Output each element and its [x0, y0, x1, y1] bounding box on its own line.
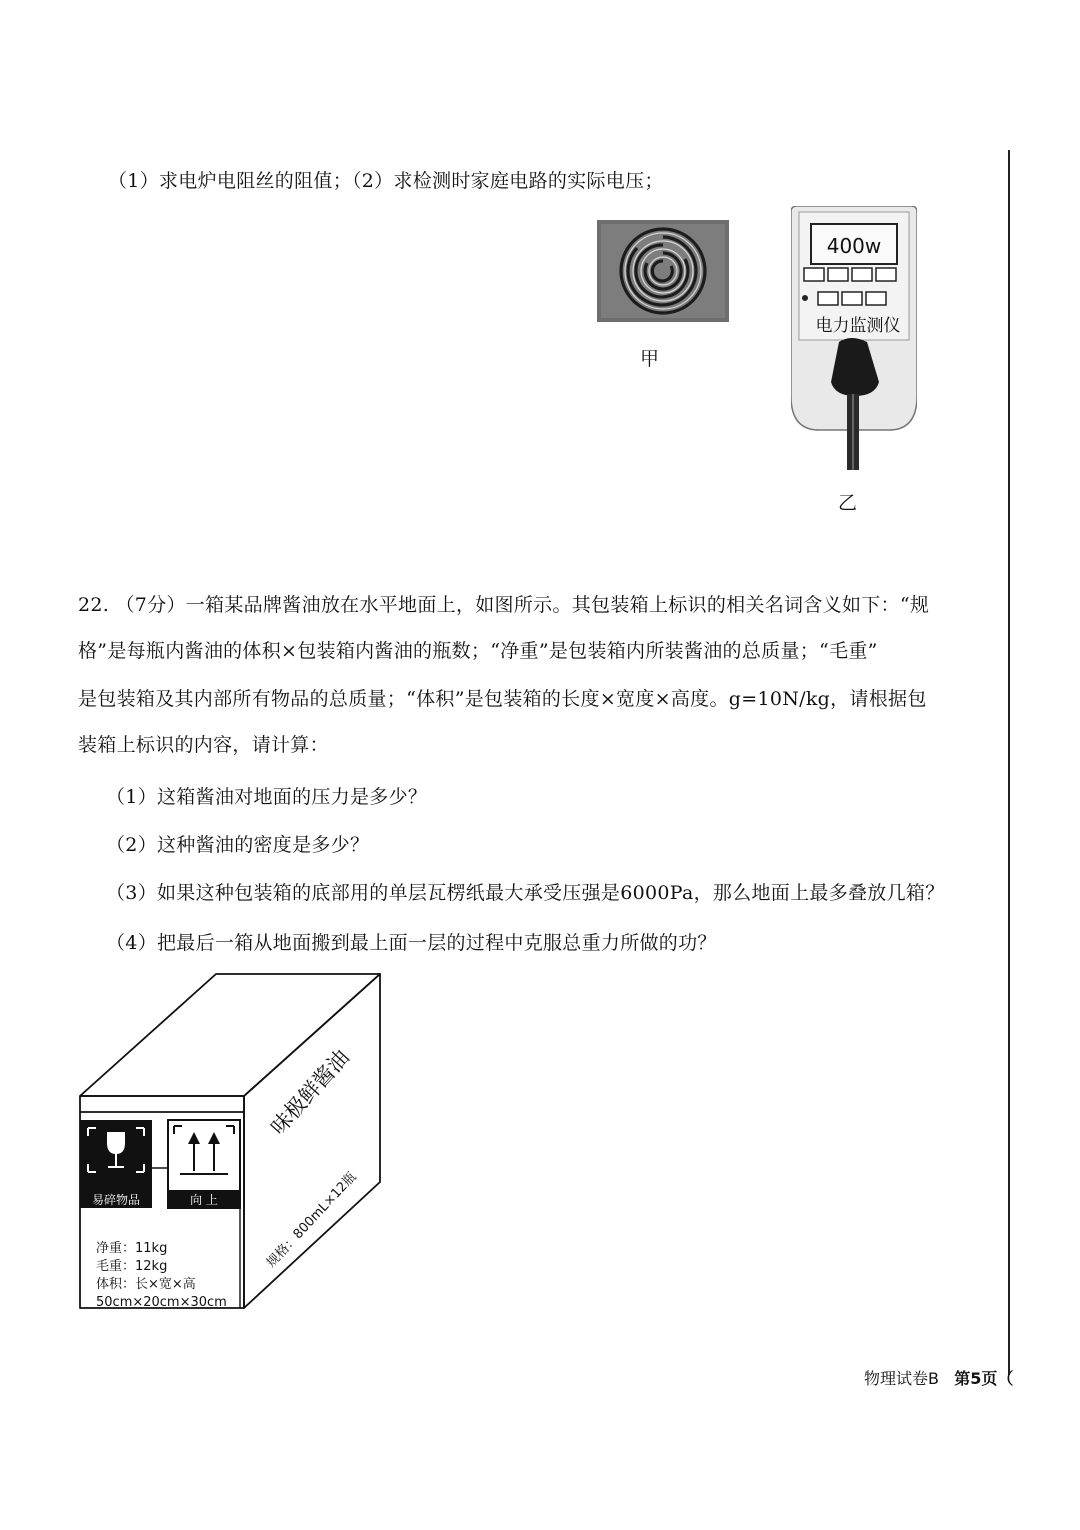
figure-yi-label: 乙	[838, 492, 858, 514]
footer-paper: 物理试卷B	[864, 1369, 939, 1388]
q22-sub4: （4）把最后一箱从地面搬到最上面一层的过程中克服总重力所做的功？	[106, 932, 717, 954]
q22-sub1: （1）这箱酱油对地面的压力是多少？	[106, 786, 428, 808]
monitor-name-text: 电力监测仪	[815, 316, 901, 336]
gross-weight: 毛重：12kg	[96, 1259, 168, 1274]
soy-sauce-box-figure	[76, 968, 386, 1318]
figure-jia-label: 甲	[640, 348, 660, 370]
up-label: 向 上	[190, 1193, 218, 1207]
stove-coil-figure	[597, 220, 729, 322]
monitor-display-text: 400w	[826, 234, 882, 258]
fragile-label: 易碎物品	[91, 1193, 141, 1207]
power-monitor-figure	[791, 206, 917, 470]
page-footer	[864, 1366, 1013, 1389]
q22-line1: 22. （7分）一箱某品牌酱油放在水平地面上，如图所示。其包装箱上标识的相关名词含义如下：“规	[78, 594, 930, 616]
volume-value: 50cm×20cm×30cm	[96, 1295, 227, 1310]
volume-label: 体积：长×宽×高	[96, 1277, 196, 1292]
box-spec: 规格：800mL×12瓶	[263, 1169, 360, 1271]
q22-line4: 装箱上标识的内容，请计算：	[78, 734, 329, 756]
q22-line2: 格”是每瓶内酱油的体积×包装箱内酱油的瓶数；“净重”是包装箱内所装酱油的总质量；“毛重”	[78, 640, 878, 662]
net-weight: 净重：11kg	[96, 1241, 168, 1256]
footer-page: 第5页（	[954, 1369, 1014, 1388]
right-margin-rule	[1008, 150, 1010, 1375]
q22-sub3: （3）如果这种包装箱的底部用的单层瓦楞纸最大承受压强是6000Pa，那么地面上最多叠放几箱？	[106, 882, 945, 904]
q22-line3: 是包装箱及其内部所有物品的总质量；“体积”是包装箱的长度×宽度×高度。g=10N/kg，请根据包	[78, 688, 927, 710]
q21-parts-line: （1）求电炉电阻丝的阻值；（2）求检测时家庭电路的实际电压；	[108, 170, 664, 192]
box-brand: 味极鲜酱油	[265, 1045, 354, 1140]
q22-sub2: （2）这种酱油的密度是多少？	[106, 834, 370, 856]
